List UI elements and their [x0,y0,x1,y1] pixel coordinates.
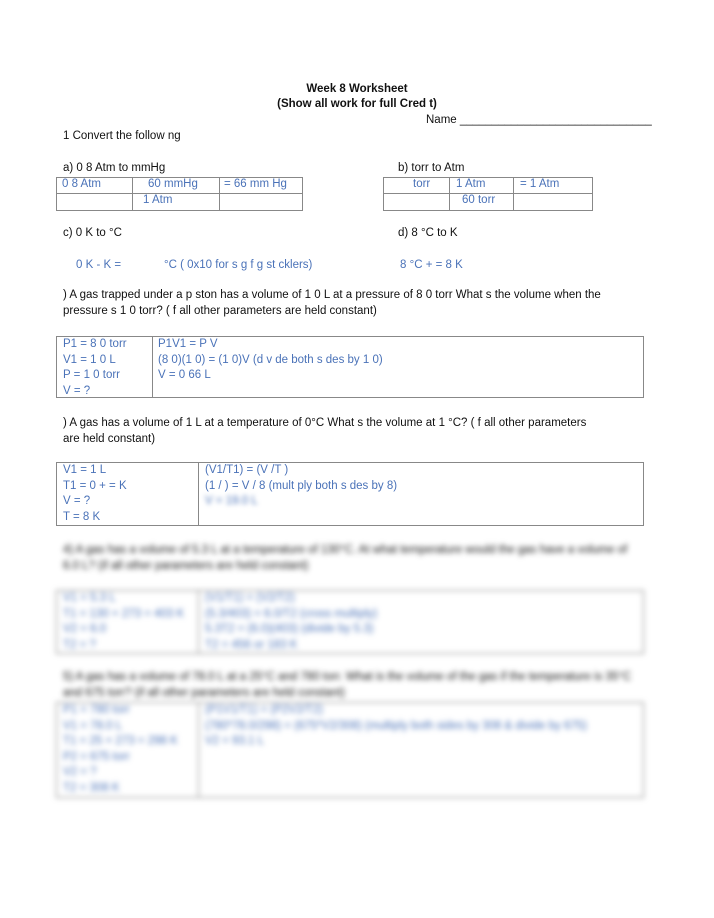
worksheet-subtitle: (Show all work for full Cred t) [277,98,437,110]
worksheet-title: Week 8 Worksheet [306,83,408,95]
q3-prompt: ) A gas has a volume of 1 L at a temperature of 0°C What s the volume at 1 °C? ( f all other parameters [63,417,587,429]
q3-givens [63,463,127,525]
q5-given: V2 = ? [63,766,97,778]
q1b-cell: 60 torr [462,194,496,206]
q4-given: V2 = 6.0 [63,623,107,635]
q2-given: P1 = 8 0 torr [63,338,127,350]
q3-given: T1 = 0 + = K [63,479,127,492]
q4-work [205,591,377,653]
q3-given: V = ? [63,495,91,507]
q1a-cell: 1 Atm [143,194,173,206]
q2-givens [63,337,127,399]
q1-prompt: 1 Convert the follow ng [63,130,181,142]
q2-given: P = 1 0 torr [63,369,121,381]
q4-work-line: T2 = 456 or 183 K [205,638,298,651]
q1b-label: b) torr to Atm [398,162,465,174]
q1a-cell: 60 mmHg [148,178,198,190]
q2-work [158,337,383,384]
q5-work-line: (780*78.0/298) = (675*V2/308) (multiply both sides by 308 & divide by 675) [205,719,587,732]
q5-prompt: 5) A gas has a volume of 78.0 L at a 25°C and 780 torr. What is the volume of the gas if the temperature is 35°C [63,671,632,683]
q5-work-line: V2 = 93.1 L [205,735,265,747]
q5-work-line: (P1V1/T1) = (P2V2/T2) [205,704,323,716]
q4-given: V1 = 5.3 L [63,592,116,604]
q1a-cell: 0 8 Atm [62,178,101,190]
q3-prompt-cont: are held constant) [63,433,156,445]
q5-prompt-cont: and 675 torr? (if all other parameters are held constant) [63,687,345,699]
q3-work-line: (V1/T1) = (V /T ) [205,464,289,476]
q3-given: T = 8 K [63,510,101,523]
q4-work-line: (V1/T1) = (V2/T2) [205,592,295,604]
q1b-cell: torr [413,178,431,190]
q1c-label: c) 0 K to °C [63,227,122,239]
q3-work-line: V = 19.0 L [205,495,258,507]
q1b-cell: = 1 Atm [520,178,560,190]
q2-given: V1 = 1 0 L [63,353,116,366]
q2-work-line: (8 0)(1 0) = (1 0)V (d v de both s des by 1 0) [158,353,383,366]
q5-given: P2 = 675 torr [63,750,130,763]
q4-prompt-cont: 6.0 L? (if all other parameters are held constant) [63,560,309,572]
q1a-cell: = 66 mm Hg [224,178,287,190]
q2-given: V = ? [63,384,91,397]
q4-prompt: 4) A gas has a volume of 5.3 L at a temperature of 130°C. At what temperature would the gas have a volume of [63,544,628,556]
q4-work-line: (5.3/403) = 6.0/T2 (cross multiply) [205,607,378,620]
q3-given: V1 = 1 L [63,464,107,476]
name-field: Name ______________________________ [426,114,652,126]
q4-given: T1 = 130 + 273 = 403 K [63,607,185,620]
q4-givens [63,591,184,653]
q5-givens [63,703,178,796]
q4-given: T2 = ? [63,638,96,651]
q3-work [205,463,397,510]
q3-work-line: (1 / ) = V / 8 (mult ply both s des by 8) [205,479,398,492]
q1c-work-note: °C ( 0x10 for s g f g st cklers) [164,259,313,271]
q2-prompt-cont: pressure s 1 0 torr? ( f all other parameters are held constant) [63,305,377,317]
q5-work [205,703,587,750]
q2-prompt: ) A gas trapped under a p ston has a volume of 1 0 L at a pressure of 8 0 torr What s the volume when the [63,289,601,301]
q5-given: T2 = 308 K [63,781,120,794]
q2-work-line: P1V1 = P V [158,338,218,350]
q2-work-line: V = 0 66 L [158,369,211,381]
q5-given: T1 = 25 + 273 = 298 K [63,735,178,747]
q1d-work: 8 °C + = 8 K [400,259,463,271]
q1a-label: a) 0 8 Atm to mmHg [63,162,166,174]
q5-given: V1 = 78.0 L [63,719,123,732]
q4-work-line: 5.3T2 = (6.0)(403) (divide by 5.3) [205,623,374,635]
q1b-cell: 1 Atm [456,178,486,190]
q1d-label: d) 8 °C to K [398,227,458,239]
q5-given: P1 = 780 torr [63,704,130,716]
q1c-work: 0 K - K = [76,259,122,271]
